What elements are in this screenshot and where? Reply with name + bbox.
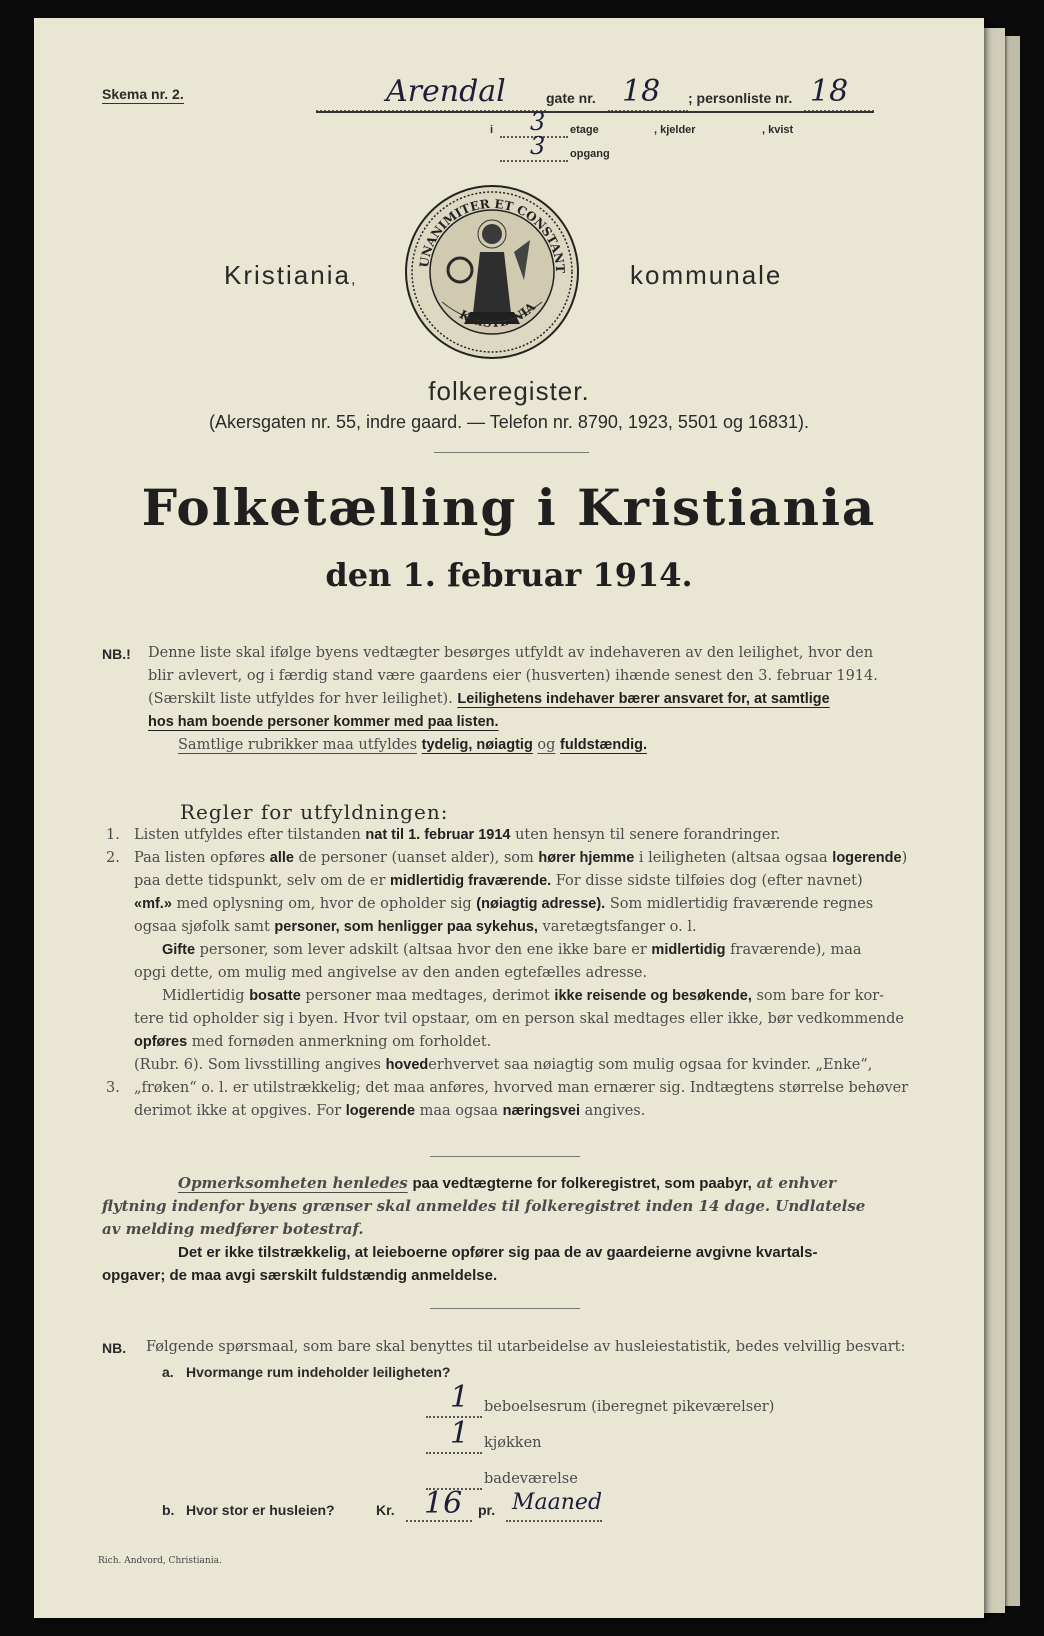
census-form-page	[34, 18, 984, 1618]
kitchen-label: kjøkken	[484, 1435, 542, 1451]
rent-value: 16	[424, 1486, 463, 1521]
rule-line	[134, 985, 964, 1008]
rules-body	[134, 824, 964, 1123]
masthead-left	[224, 260, 357, 291]
rule-emphasis: alle	[269, 850, 294, 866]
rule-text: med fornøden anmerkning om forholdet.	[191, 1034, 492, 1050]
notice-line	[102, 1195, 966, 1218]
registry-address: (Akersgaten nr. 55, indre gaard. — Telefon nr. 8790, 1923, 5501 og 16831).	[208, 412, 810, 432]
rule-line	[134, 893, 964, 916]
opgang-value: 3	[530, 132, 546, 160]
nb-emphasis: fuldstændig.	[560, 737, 648, 753]
rent-field[interactable]	[406, 1486, 472, 1522]
rule-emphasis: nat til 1. februar 1914	[365, 827, 511, 843]
rule-line	[134, 1100, 964, 1123]
notice-emphasis: at enhver	[756, 1174, 836, 1192]
etage-label: etage	[570, 124, 599, 136]
rooms-value: 1	[450, 1380, 470, 1415]
seal-icon	[402, 182, 582, 362]
question-b: Hvor stor er husleien?	[186, 1502, 335, 1518]
per-label: pr.	[478, 1502, 496, 1518]
registry-name: folkeregister.	[428, 376, 590, 406]
rule-number: 3.	[106, 1080, 120, 1096]
rule-text: personer maa medtages, derimot	[305, 988, 550, 1004]
survey-intro: Følgende spørsmaal, som bare skal benyttes til utarbeidelse av husleiestatistik, bedes velvillig besvart:	[146, 1339, 906, 1355]
seal-ring-top: UNANIMITER ET CONSTANT	[417, 196, 568, 274]
rule-line	[134, 1031, 964, 1054]
rule-text: uten hensyn til senere forandringer.	[515, 827, 781, 843]
opgang-field[interactable]	[500, 132, 568, 162]
rule-emphasis: næringsvei	[502, 1103, 580, 1119]
rule-emphasis: logerende	[345, 1103, 416, 1119]
rule-line	[134, 847, 964, 870]
rule-emphasis: personer, som henligger paa sykehus,	[274, 919, 538, 935]
kvist-label: , kvist	[762, 124, 794, 136]
rule-emphasis: midlertidig fraværende.	[390, 873, 552, 889]
city-seal	[402, 182, 582, 362]
header-underline	[316, 111, 874, 113]
bath-label: badeværelse	[484, 1471, 578, 1487]
notice-block	[102, 1172, 966, 1287]
rule-text: Midlertidig	[162, 988, 245, 1004]
survey-nb-label: NB.	[102, 1340, 127, 1356]
rule-emphasis: bosatte	[249, 988, 301, 1004]
street-value: Arendal	[386, 74, 506, 109]
question-a: Hvormange rum indeholder leiligheten?	[186, 1364, 451, 1380]
street-field[interactable]	[316, 74, 546, 112]
notice-line	[102, 1218, 966, 1241]
rule-emphasis: midlertidig	[651, 942, 726, 958]
rule-text: Paa listen opføres	[134, 850, 266, 866]
nb-line	[148, 711, 958, 734]
nb-text: Samtlige rubrikker maa utfyldes	[178, 737, 418, 753]
nb-line: blir avlevert, og i færdig stand være gaardens eier (husverten) ihænde senest den 3. februar 1914.	[148, 668, 878, 684]
nb-line	[148, 688, 958, 711]
kr-label: Kr.	[376, 1502, 395, 1518]
notice-emphasis: av melding medfører botestraf.	[102, 1220, 364, 1238]
rule-text: med oplysning om, hvor de opholder sig	[176, 896, 472, 912]
rule-text: )	[901, 850, 908, 866]
masthead-kristiania: Kristiania	[224, 260, 351, 290]
rule-text: paa dette tidspunkt, selv om de er	[134, 873, 386, 889]
notice-line	[102, 1241, 966, 1264]
nb-paragraph	[148, 642, 958, 757]
rule-emphasis: opføres	[134, 1034, 188, 1050]
rule-emphasis: (nøiagtig adresse).	[476, 896, 606, 912]
rule-text: personer, som lever adskilt (altsaa hvor den ene ikke bare er	[199, 942, 647, 958]
rule-emphasis: logerende	[832, 850, 902, 866]
divider	[430, 1156, 580, 1157]
personliste-field[interactable]	[804, 74, 874, 112]
rooms-field[interactable]	[426, 1380, 482, 1418]
kjelder-label: , kjelder	[654, 124, 696, 136]
rule-text: angives.	[584, 1103, 646, 1119]
notice-text: Det er ikke tilstrækkelig, at leieboerne opfører sig paa de av gaardeierne avgivne kvartals-	[178, 1244, 818, 1261]
rule-text: maa ogsaa	[419, 1103, 499, 1119]
rule-line: opgi dette, om mulig med angivelse av den anden egtefælles adresse.	[134, 965, 648, 981]
census-date: den 1. februar 1914.	[325, 556, 693, 594]
rent-period-field[interactable]	[506, 1490, 603, 1522]
question-a-letter: a.	[162, 1364, 174, 1380]
rule-text: i leiligheten (altsaa ogsaa	[638, 850, 828, 866]
rule-text: varetægtsfanger o. l.	[542, 919, 697, 935]
notice-emphasis: flytning indenfor byens grænser skal anmeldes til folkeregistret inden 14 dage. Undlatelse	[102, 1197, 866, 1215]
nb-text: (Særskilt liste utfyldes for hver leilighet).	[148, 691, 453, 707]
divider	[430, 1308, 580, 1309]
kitchen-field[interactable]	[426, 1416, 482, 1454]
gate-number-value: 18	[622, 74, 661, 109]
notice-text: paa vedtægterne for folkeregistret, som paabyr,	[412, 1175, 752, 1192]
nb-line	[148, 734, 958, 757]
nb-emphasis: Leilighetens indehaver bærer ansvaret for, at samtlige	[457, 691, 830, 707]
rules-heading: Regler for utfyldningen:	[180, 800, 449, 824]
nb-emphasis: tydelig, nøiagtig	[421, 737, 533, 753]
i-label: i	[490, 124, 494, 136]
rent-period-value: Maaned	[512, 1490, 603, 1515]
opgang-label: opgang	[570, 148, 610, 160]
personliste-value: 18	[810, 74, 849, 109]
nb-label: NB.!	[102, 646, 131, 662]
rule-line	[134, 939, 964, 962]
nb-emphasis: hos ham boende personer kommer med paa listen.	[148, 714, 499, 730]
rule-emphasis: Gifte	[162, 942, 196, 958]
nb-line: Denne liste skal ifølge byens vedtægter besørges utfyldt av indehaveren av den leilighet, hvor den	[148, 645, 874, 661]
rule-line: tere tid opholder sig i byen. Hvor tvil opstaar, om en person skal medtages eller ikke, bør vedkommende	[134, 1011, 905, 1027]
seal-ring-bottom: KRISTIANIA	[456, 299, 539, 330]
nb-text: og	[537, 737, 556, 753]
notice-emphasis: Opmerksomheten henledes	[178, 1174, 408, 1192]
rule-number: 2.	[106, 850, 120, 866]
rule-emphasis: «mf.»	[134, 896, 172, 912]
rule-text: de personer (uanset alder), som	[298, 850, 534, 866]
rule-text: fraværende), maa	[730, 942, 862, 958]
rule-line	[134, 1054, 964, 1077]
personliste-label: ; personliste nr.	[688, 90, 793, 106]
rule-line: „frøken“ o. l. er utilstrækkelig; det maa anføres, hvorved man ernærer sig. Indtægtens størrelse behøver	[134, 1080, 909, 1096]
rooms-label: beboelsesrum (iberegnet pikeværelser)	[484, 1399, 775, 1415]
divider	[434, 452, 589, 453]
rule-line	[134, 824, 964, 847]
notice-line	[102, 1172, 966, 1195]
kitchen-value: 1	[450, 1416, 470, 1451]
etage-value: 3	[530, 108, 546, 136]
masthead-comma: ,	[350, 271, 358, 288]
page-title: Folketælling i Kristiania	[141, 478, 877, 537]
rule-text: erhvervet saa nøiagtig som mulig ogsaa for kvinder. „Enke“,	[428, 1057, 873, 1073]
rule-text: som bare for kor-	[756, 988, 885, 1004]
rule-emphasis: hoved	[385, 1057, 429, 1073]
notice-text: opgaver; de maa avgi særskilt fuldstændig anmeldelse.	[102, 1267, 498, 1284]
rule-text: (Rubr. 6). Som livsstilling angives	[134, 1057, 381, 1073]
rule-text: Som midlertidig fraværende regnes	[609, 896, 874, 912]
rule-number: 1.	[106, 827, 120, 843]
rule-text: ogsaa sjøfolk samt	[134, 919, 270, 935]
question-b-letter: b.	[162, 1502, 175, 1518]
gate-number-field[interactable]	[608, 74, 688, 112]
gate-label: gate nr.	[546, 90, 596, 106]
masthead-right: kommunale	[630, 260, 783, 290]
notice-line	[102, 1264, 966, 1287]
rule-emphasis: hører hjemme	[538, 850, 635, 866]
rule-text: derimot ikke at opgives. For	[134, 1103, 342, 1119]
rule-line	[134, 870, 964, 893]
rule-line	[134, 916, 964, 939]
rule-text: For disse sidste tilføies dog (efter navnet)	[555, 873, 863, 889]
printer-credit: Rich. Andvord, Christiania.	[98, 1556, 222, 1566]
rule-text: Listen utfyldes efter tilstanden	[134, 827, 361, 843]
form-number: Skema nr. 2.	[102, 86, 184, 102]
rule-emphasis: ikke reisende og besøkende,	[554, 988, 752, 1004]
